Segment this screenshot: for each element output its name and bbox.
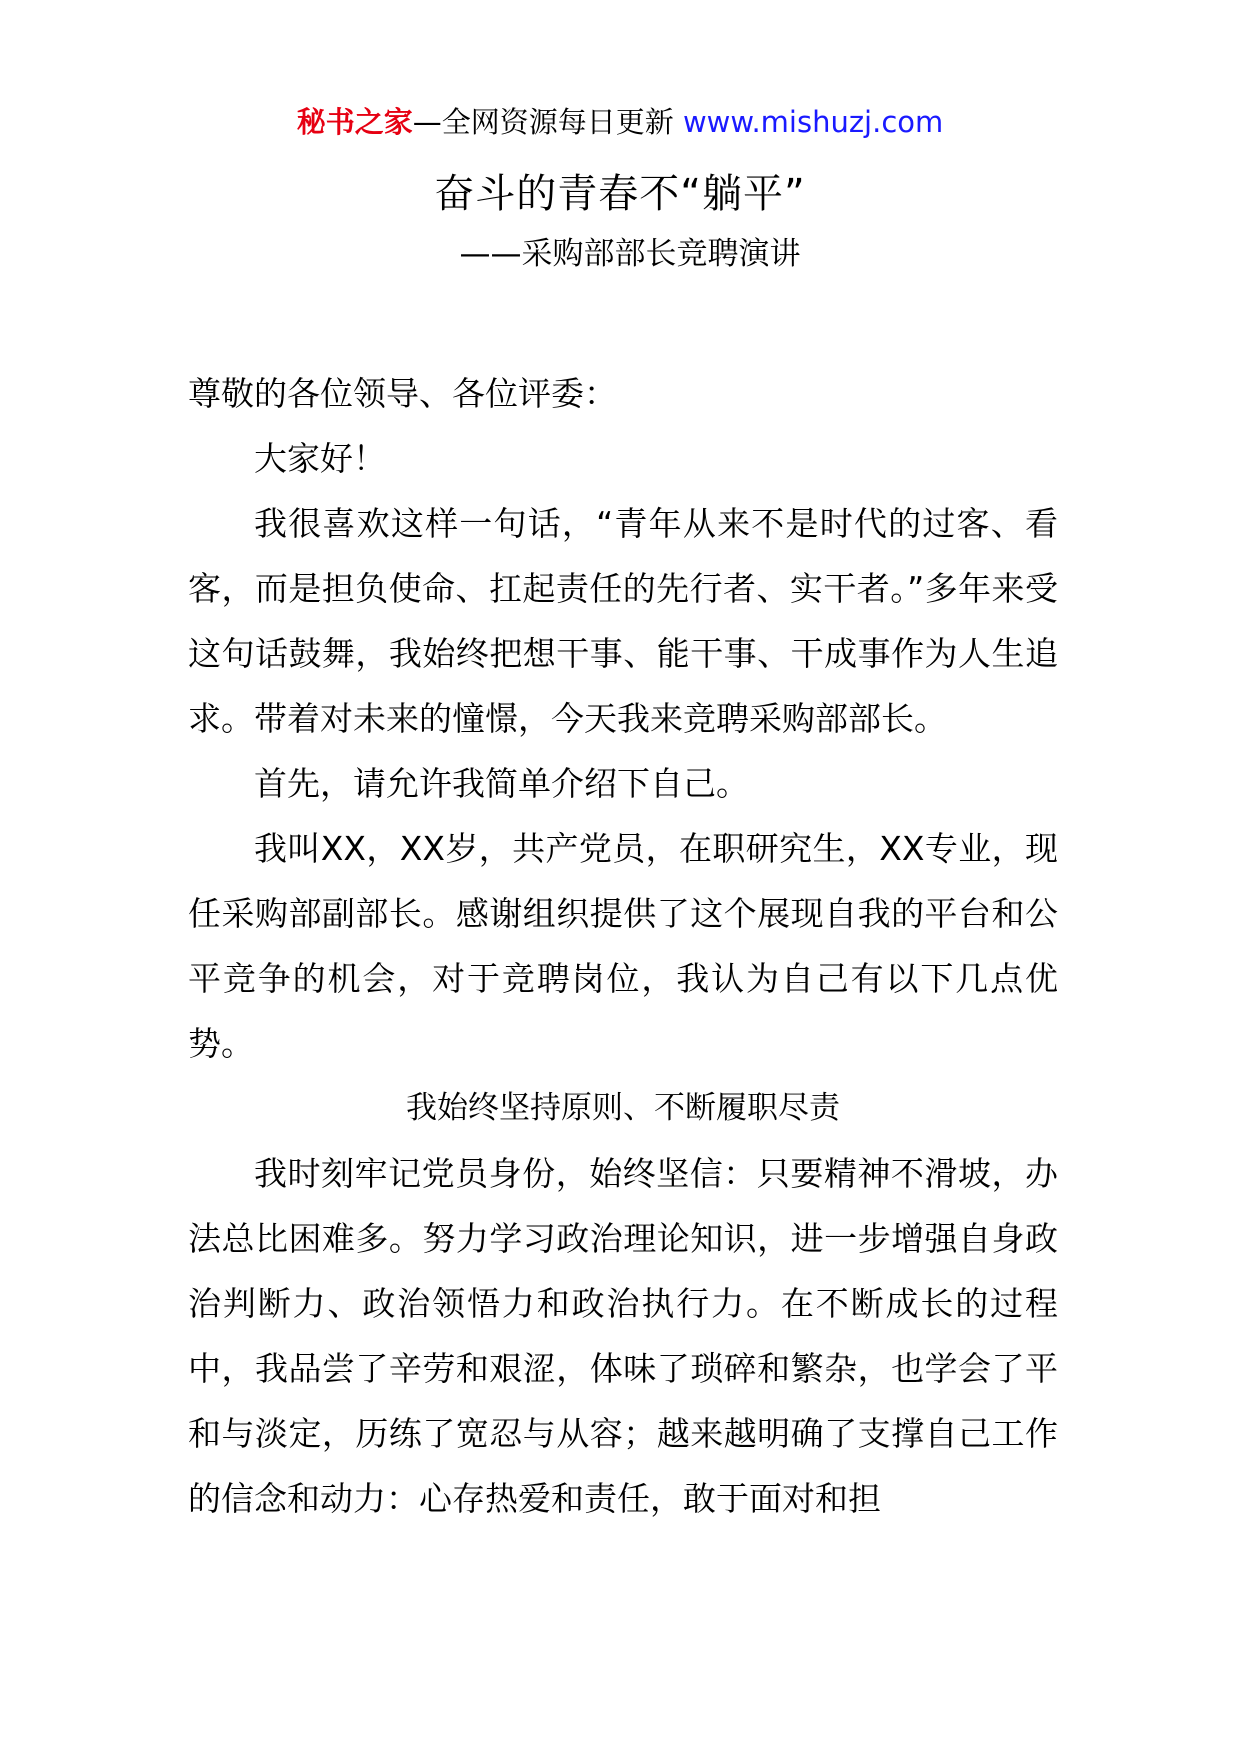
paragraph: 首先，请允许我简单介绍下自己。 — [254, 764, 749, 803]
site-tagline: —全网资源每日更新 — [412, 105, 674, 139]
site-header — [0, 102, 1240, 142]
paragraph: 我很喜欢这样一句话，“青年从来不是时代的过客、看客，而是担负使命、扛起责任的先行者、实干者。”多年来受这句话鼓舞，我始终把想干事、能干事、干成事作为人生追求。带着对未来的憧憬，今天我来竞聘采购部部长。 — [188, 504, 1058, 738]
section-heading: 我始终坚持原则、不断履职尽责 — [406, 1090, 840, 1126]
paragraph: 大家好！ — [254, 439, 386, 478]
salutation: 尊敬的各位领导、各位评委： — [188, 374, 617, 413]
paragraph: 我叫XX，XX岁，共产党员，在职研究生，XX专业，现任采购部副部长。感谢组织提供了这个展现自我的平台和公平竞争的机会，对于竞聘岗位，我认为自己有以下几点优势。 — [188, 829, 1058, 1063]
document-subtitle: ——采购部部长竞聘演讲 — [459, 236, 801, 272]
site-name: 秘书之家 — [296, 105, 413, 139]
paragraph: 我时刻牢记党员身份，始终坚信：只要精神不滑坡，办法总比困难多。努力学习政治理论知识，进一步增强自身政治判断力、政治领悟力和政治执行力。在不断成长的过程中，我品尝了辛劳和艰涩，体味了琐碎和繁杂，也学会了平和与淡定，历练了宽忍与从容；越来越明确了支撑自己工作的信念和动力：心存热爱和责任，敢于面对和担 — [188, 1154, 1058, 1518]
document-body — [188, 361, 1058, 1531]
document-title: 奋斗的青春不“躺平” — [434, 171, 806, 217]
site-url-link[interactable]: www.mishuzj.com — [682, 105, 944, 139]
